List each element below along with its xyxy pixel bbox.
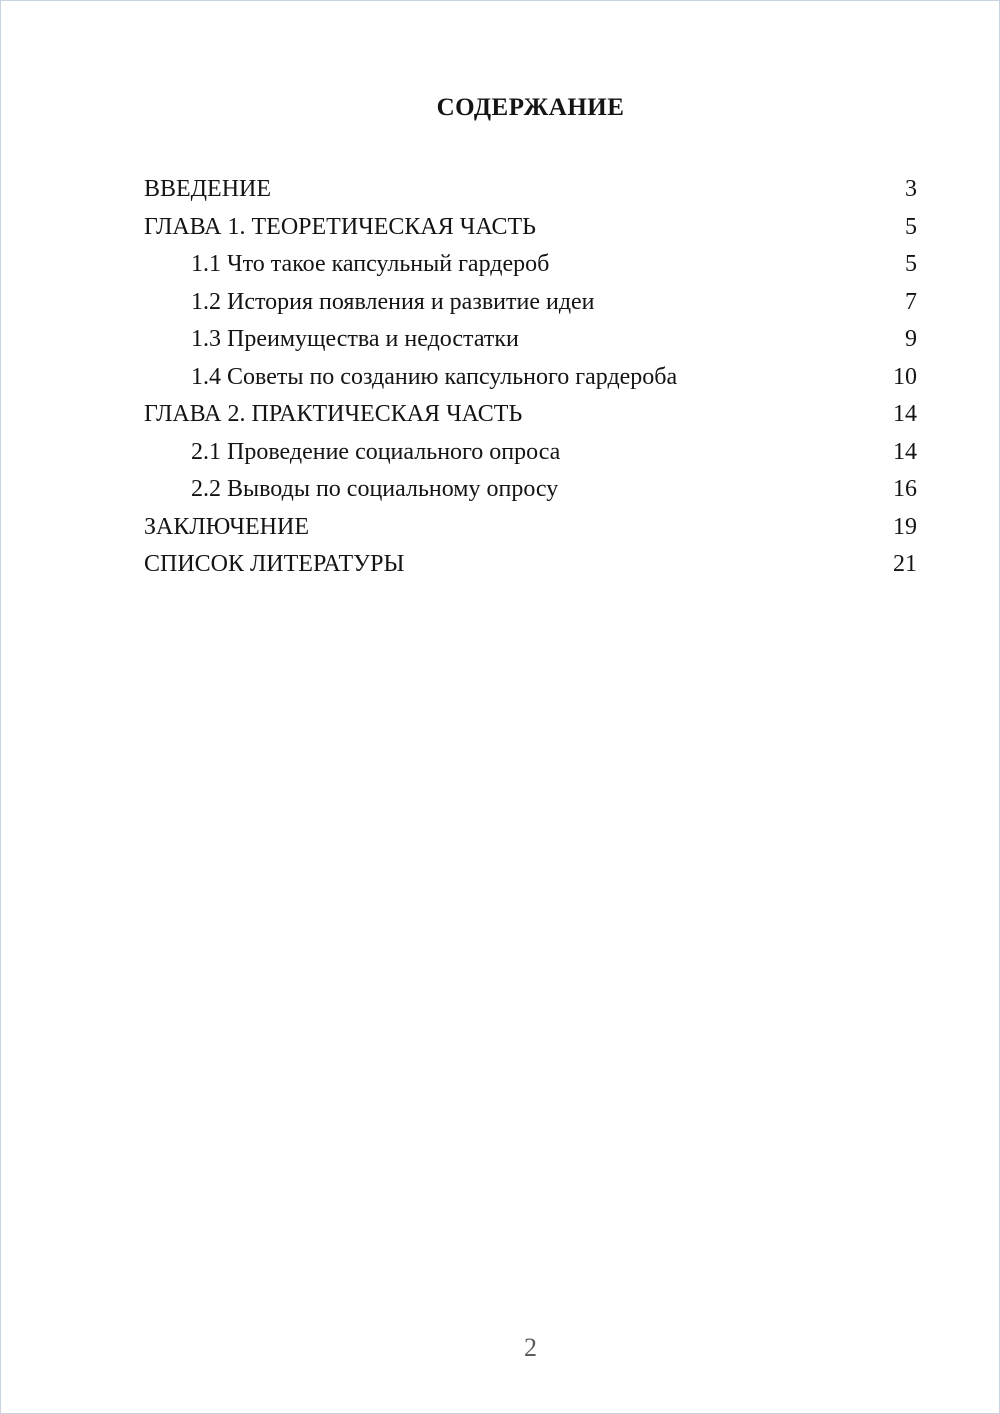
- toc-entry-page: 16: [893, 476, 917, 502]
- toc-entry: [144, 171, 917, 209]
- toc-entry: [144, 509, 917, 547]
- footer-page-number: 2: [524, 1333, 537, 1362]
- toc-entry: [144, 209, 917, 247]
- toc-entry-page: 7: [905, 288, 917, 315]
- toc-entry-label: СПИСОК ЛИТЕРАТУРЫ: [144, 551, 405, 577]
- toc-entry: [144, 284, 917, 322]
- page-content: [144, 1, 917, 584]
- toc-entry-label: ЗАКЛЮЧЕНИЕ: [144, 513, 309, 540]
- toc-entry-page: 5: [905, 251, 917, 277]
- page-title: СОДЕРЖАНИЕ: [436, 94, 625, 121]
- toc-entry: [144, 434, 917, 472]
- toc-entry-page: 10: [893, 363, 917, 390]
- toc-entry-page: 9: [905, 326, 917, 352]
- toc-entry-label: 1.2 История появления и развитие идеи: [191, 288, 595, 315]
- toc-entry-label: ГЛАВА 1. ТЕОРЕТИЧЕСКАЯ ЧАСТЬ: [144, 213, 536, 240]
- toc-entry-label: ГЛАВА 2. ПРАКТИЧЕСКАЯ ЧАСТЬ: [144, 401, 523, 427]
- toc-entry: [144, 396, 917, 434]
- toc-entry: [144, 546, 917, 584]
- toc-entry-page: 19: [893, 513, 917, 540]
- toc-entry-page: 5: [905, 213, 917, 240]
- toc-entry-page: 14: [893, 438, 917, 465]
- toc-entry-label: 2.2 Выводы по социальному опросу: [191, 476, 559, 502]
- toc-entry-label: 1.1 Что такое капсульный гардероб: [191, 251, 550, 277]
- toc-entry-label: 1.4 Советы по созданию капсульного гардероба: [191, 363, 678, 390]
- toc-entry: [144, 471, 917, 509]
- toc-entry-page: 3: [905, 176, 917, 202]
- toc-entry-label: 2.1 Проведение социального опроса: [191, 438, 561, 465]
- toc-entry-page: 21: [893, 551, 917, 577]
- toc-entry-page: 14: [893, 401, 917, 427]
- toc-entry-label: ВВЕДЕНИЕ: [144, 176, 272, 202]
- toc-entry: [144, 246, 917, 284]
- toc-entry-label: 1.3 Преимущества и недостатки: [191, 326, 519, 352]
- toc-list: [144, 171, 917, 584]
- toc-entry: [144, 321, 917, 359]
- toc-entry: [144, 359, 917, 397]
